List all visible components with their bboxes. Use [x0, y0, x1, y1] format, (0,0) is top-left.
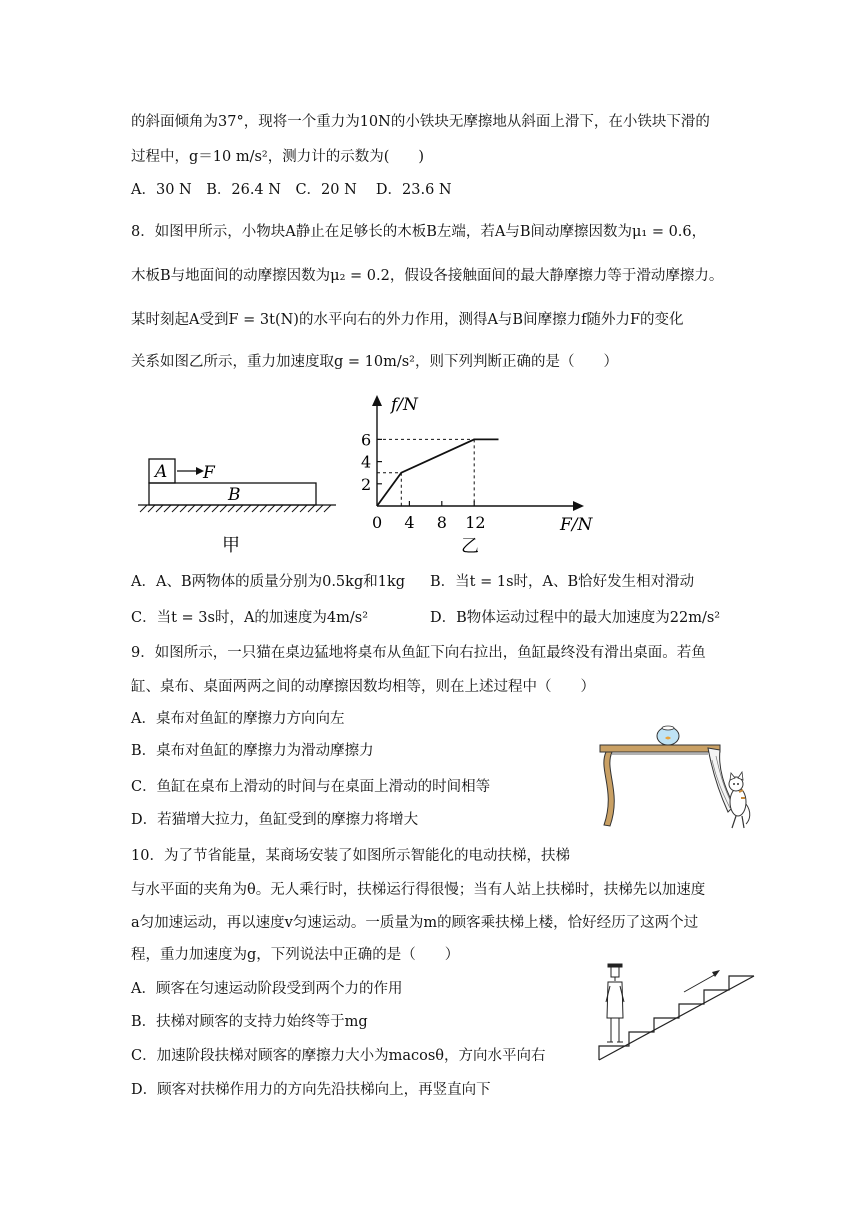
- q9-option-a: A．桌布对鱼缸的摩擦力方向向左: [131, 711, 345, 727]
- figure-yi-caption: 乙: [461, 536, 479, 557]
- y-tick-label: 2: [361, 474, 372, 494]
- q10-line-1: 10．为了节省能量，某商场安装了如图所示智能化的电动扶梯，扶梯: [131, 848, 570, 864]
- x-tick-label: 8: [436, 513, 447, 532]
- y-axis-arrow: [372, 395, 382, 406]
- q8-line-2: 木板B与地面间的动摩擦因数为μ₂ = 0.2，假设各接触面间的最大静摩擦力等于滑动摩擦力。: [131, 268, 724, 284]
- q9-option-c: C．鱼缸在桌布上滑动的时间与在桌面上滑动的时间相等: [131, 779, 491, 795]
- cat: [729, 772, 750, 828]
- board-b-label: B: [228, 485, 241, 505]
- q7-line-1: 的斜面倾角为37°，现将一个重力为10N的小铁块无摩擦地从斜面上滑下，在小铁块下滑的: [131, 114, 710, 130]
- figure-jia-caption: 甲: [222, 535, 240, 556]
- figure-jia: [130, 440, 340, 560]
- q8-option-a: A．A、B两物体的质量分别为0.5kg和1kg: [131, 574, 406, 590]
- y-tick-label: 4: [361, 452, 372, 472]
- q8-option-b: B．当t = 1s时，A、B恰好发生相对滑动: [430, 574, 695, 590]
- q9-option-b: B．桌布对鱼缸的摩擦力为滑动摩擦力: [131, 743, 374, 759]
- x-tick-label: 12: [465, 513, 486, 532]
- q8-line-3: 某时刻起A受到F = 3t(N)的水平向右的外力作用，测得A与B间摩擦力f随外力F的变化: [131, 312, 684, 328]
- y-tick-label: 6: [361, 430, 372, 450]
- origin-label: 0: [372, 513, 383, 532]
- q10-option-b: B．扶梯对顾客的支持力始终等于mg: [131, 1014, 368, 1030]
- escalator-figure: [594, 962, 764, 1066]
- y-axis-label: f/N: [391, 395, 418, 415]
- q7-line-2: 过程中，g＝10 m/s²，测力计的示数为( ): [131, 149, 425, 165]
- cat-tablecloth-figure: [596, 720, 756, 835]
- block-a-label: A: [155, 462, 168, 482]
- q8-line-1: 8．如图甲所示，小物块A静止在足够长的木板B左端，若A与B间动摩擦因数为μ₁ = 0.6，: [131, 224, 707, 240]
- figure-yi-chart: [355, 392, 605, 562]
- ground-hatching: [140, 505, 331, 512]
- q10-option-d: D．顾客对扶梯作用力的方向先沿扶梯向上，再竖直向下: [131, 1082, 491, 1098]
- q7-options: A．30 N B．26.4 N C．20 N D．23.6 N: [131, 182, 452, 198]
- q9-line-1: 9．如图所示，一只猫在桌边猛地将桌布从鱼缸下向右拉出，鱼缸最终没有滑出桌面。若鱼: [131, 645, 706, 661]
- q10-line-2: 与水平面的夹角为θ。无人乘行时，扶梯运行得很慢；当有人站上扶梯时，扶梯先以加速度: [131, 882, 706, 898]
- x-tick-label: 4: [404, 513, 415, 532]
- x-axis-arrow: [573, 501, 584, 511]
- q10-line-3: a匀加速运动，再以速度v匀速运动。一质量为m的顾客乘扶梯上楼，恰好经历了这两个过: [131, 915, 699, 931]
- q9-option-d: D．若猫增大拉力，鱼缸受到的摩擦力将增大: [131, 812, 419, 828]
- person: [606, 964, 624, 1042]
- motion-arrow: [684, 974, 716, 992]
- q8-option-d: D．B物体运动过程中的最大加速度为22m/s²: [430, 610, 721, 626]
- q10-option-a: A．顾客在匀速运动阶段受到两个力的作用: [131, 981, 403, 997]
- q8-option-c: C．当t = 3s时，A的加速度为4m/s²: [131, 610, 369, 626]
- q9-line-2: 缸、桌布、桌面两两之间的动摩擦因数均相等，则在上述过程中（ ）: [131, 679, 595, 695]
- table-leg-left: [604, 752, 614, 826]
- q10-line-4: 程，重力加速度为g，下列说法中正确的是（ ）: [131, 947, 460, 963]
- table-top: [600, 745, 720, 752]
- force-label: F: [203, 463, 215, 483]
- x-axis-label: F/N: [560, 515, 593, 535]
- q8-line-4: 关系如图乙所示，重力加速度取g = 10m/s²，则下列判断正确的是（ ）: [131, 354, 618, 370]
- q10-option-c: C．加速阶段扶梯对顾客的摩擦力大小为macosθ，方向水平向右: [131, 1048, 546, 1064]
